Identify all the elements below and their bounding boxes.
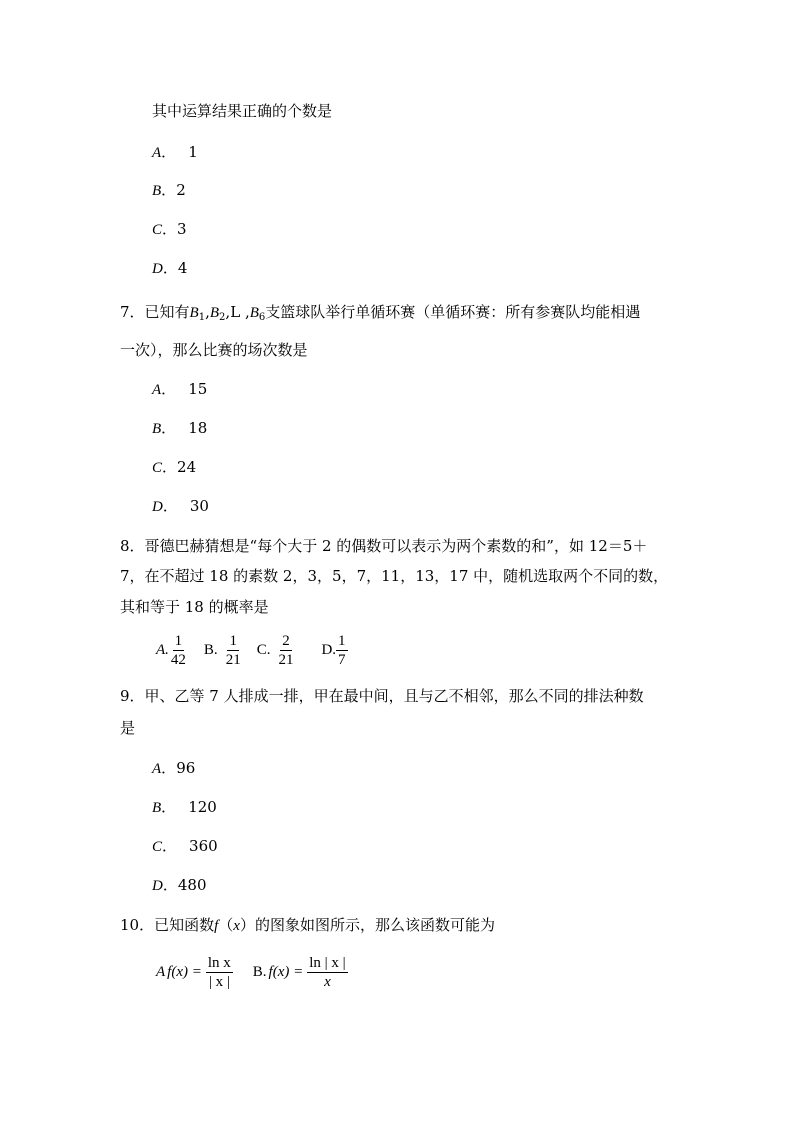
option-value: 120 <box>188 798 217 816</box>
q10-stem: 10．已知函数f（x）的图象如图所示，那么该函数可能为 <box>120 916 495 934</box>
q8-option-b-label: B. <box>203 642 218 658</box>
option-value: 2 <box>176 181 186 199</box>
option-letter: D <box>152 499 163 515</box>
option-letter: C <box>152 460 163 476</box>
q9-option-c: C． 360 <box>152 837 218 855</box>
q7-option-c: C．24 <box>152 458 197 476</box>
option-value: 4 <box>177 259 188 277</box>
q8-option-b-fraction: $\frac{1}{21}$ <box>225 633 241 668</box>
option-letter: C <box>152 839 163 855</box>
option-value: 480 <box>177 876 207 894</box>
q8-stem-line1: 8．哥德巴赫猜想是“每个大于 2 的偶数可以表示为两个素数的和”，如 12＝5＋ <box>120 537 648 555</box>
q8-option-d-fraction: $\frac{1}{7}$ <box>338 633 346 668</box>
q8-option-c-label: C. <box>256 642 271 658</box>
q10-options <box>156 954 348 991</box>
q10-option-b-label: B. <box>252 964 267 980</box>
q6-option-d: D．4 <box>152 259 188 277</box>
q7-option-a: A． 15 <box>152 380 208 398</box>
option-letter: A <box>152 761 162 777</box>
q6-option-c: C．3 <box>152 220 187 238</box>
option-value: 15 <box>188 380 208 398</box>
q10-option-a-label: A <box>156 964 166 980</box>
q9-stem-line1: 9．甲、乙等 7 人排成一排，甲在最中间，且与乙不相邻，那么不同的排法种数 <box>120 687 644 705</box>
q8-option-a-label: A. <box>156 642 169 658</box>
option-letter: B <box>152 421 162 437</box>
q9-option-a: A．96 <box>152 759 196 777</box>
option-value: 18 <box>188 419 208 437</box>
option-letter: D <box>152 878 163 894</box>
option-value: 24 <box>177 458 197 476</box>
option-letter: B <box>152 183 162 199</box>
q7-option-b: B． 18 <box>152 419 208 437</box>
q8-option-d-label: D. <box>321 642 337 658</box>
q8-options <box>156 632 348 669</box>
option-letter: A <box>152 145 162 161</box>
q7-option-d: D． 30 <box>152 497 209 515</box>
q10-option-a-fraction: $\frac{\text{ln x}}{| x |}$ <box>207 955 231 990</box>
q10-option-b-fraction: $\frac{\ln | x |}{x}$ <box>309 955 346 990</box>
q10-option-a-lhs: f(x) = <box>167 964 202 980</box>
q9-stem-line2: 是 <box>120 719 136 737</box>
option-value: 30 <box>189 497 209 515</box>
q8-option-a-fraction: $\frac{1}{42}$ <box>170 633 186 668</box>
option-letter: C <box>152 222 163 238</box>
option-value: 1 <box>188 143 198 161</box>
option-value: 360 <box>189 837 218 855</box>
q9-option-b: B． 120 <box>152 798 217 816</box>
q6-option-a: A． 1 <box>152 143 198 161</box>
q6-stem: 其中运算结果正确的个数是 <box>152 102 333 120</box>
q8-stem-line3: 其和等于 18 的概率是 <box>120 598 269 616</box>
q7-stem-line1: 7．已知有$B_1,B_2,L$ $,B_6$支篮球队举行单循环赛（单循环赛：所有参赛队均能相遇 <box>120 303 641 323</box>
option-letter: B <box>152 800 162 816</box>
option-value: 96 <box>176 759 196 777</box>
q9-option-d: D．480 <box>152 876 207 894</box>
q6-option-b: B．2 <box>152 181 186 199</box>
option-letter: A <box>152 382 162 398</box>
q7-stem-line2: 一次），那么比赛的场次数是 <box>120 341 308 359</box>
q8-option-c-fraction: $\frac{2}{21}$ <box>278 633 294 668</box>
q10-option-b-lhs: f(x) = <box>268 964 304 980</box>
option-value: 3 <box>177 220 187 238</box>
option-letter: D <box>152 261 163 277</box>
q8-stem-line2: 7，在不超过 18 的素数 2，3，5，7，11，13，17 中，随机选取两个不同的数， <box>120 567 669 585</box>
